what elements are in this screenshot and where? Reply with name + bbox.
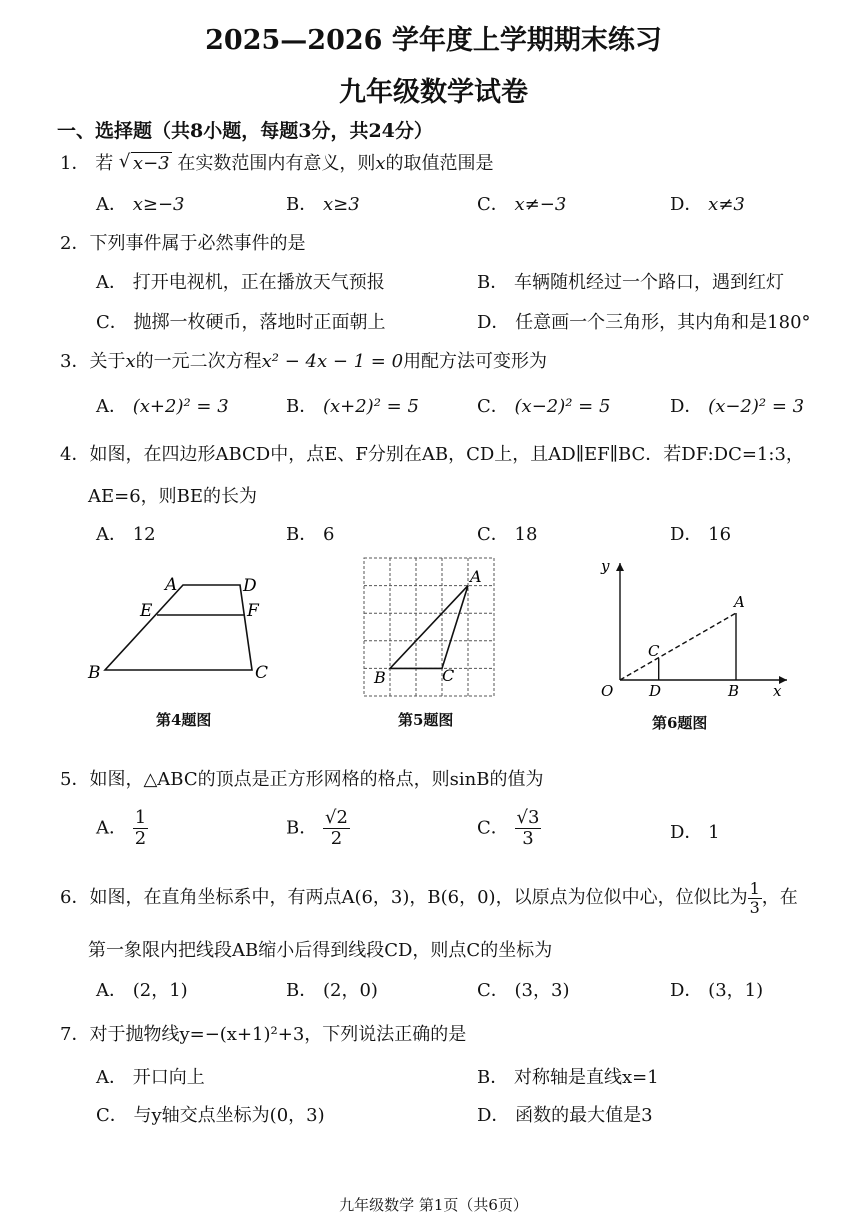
question-4-line2: AE=6，则BE的长为 (88, 486, 258, 507)
option-a: A． (x+2)² = 3 (96, 396, 229, 417)
option-d: D． 任意画一个三角形，其内角和是180° (477, 312, 811, 333)
option-b: B． x≥3 (286, 194, 360, 215)
label-c: C (255, 663, 269, 683)
label-o: O (601, 682, 614, 700)
figure-5-caption: 第5题图 (398, 711, 454, 729)
question-text: 若 (95, 153, 114, 174)
exam-title: 2025—2026 学年度上学期期末练习 (205, 25, 662, 56)
exam-subtitle: 九年级数学试卷 (339, 77, 528, 108)
variable: x (375, 153, 386, 174)
label-c: C (648, 642, 660, 660)
label-d: D (243, 576, 257, 596)
option-c: C． $\frac{√3}{3}$ (477, 807, 540, 849)
question-2 (60, 229, 305, 255)
label-f: F (247, 601, 259, 621)
equation: x² − 4x − 1 = 0 (261, 351, 404, 372)
option-c: C． 18 (477, 524, 538, 545)
question-text: 的取值范围是 (385, 153, 494, 174)
figure-6-coordinate (595, 555, 795, 700)
label-a: A (470, 567, 482, 586)
option-d: D． 函数的最大值是3 (477, 1105, 653, 1126)
figure-5-grid (360, 555, 500, 700)
question-number: 5． (60, 769, 90, 790)
option-c: C． x≠−3 (477, 194, 567, 215)
page-footer: 九年级数学 第1页（共6页） (339, 1196, 528, 1214)
option-c: C． (3，3) (477, 980, 570, 1001)
option-a: A． $\frac{1}{2}$ (96, 807, 147, 849)
figure-4-caption: 第4题图 (156, 711, 212, 729)
question-7: 7．对于抛物线y=−(x+1)²+3，下列说法正确的是 (60, 1024, 467, 1045)
label-a: A (165, 575, 178, 595)
option-d: D． (3，1) (670, 980, 764, 1001)
question-5: 5．如图，△ABC的顶点是正方形网格的格点，则sinB的值为 (60, 769, 544, 790)
figure-6-caption: 第6题图 (652, 714, 708, 732)
option-d: D． (x−2)² = 3 (670, 396, 805, 417)
radicand: x−3 (132, 153, 170, 174)
option-b: B． (x+2)² = 5 (286, 396, 419, 417)
question-3: 3．关于x的一元二次方程x² − 4x − 1 = 0用配方法可变形为 (60, 351, 548, 372)
option-d: D． 16 (670, 524, 732, 545)
question-number: 3． (60, 351, 90, 372)
label-c: C (442, 666, 455, 685)
label-a: A (734, 593, 745, 611)
option-d: D． x≠3 (670, 194, 745, 215)
label-y: y (601, 557, 610, 575)
option-c: C． (x−2)² = 5 (477, 396, 611, 417)
label-b: B (374, 668, 386, 687)
option-a: A． 打开电视机，正在播放天气预报 (96, 272, 385, 293)
option-c: C． 抛掷一枚硬币，落地时正面朝上 (96, 312, 386, 333)
label-e: E (140, 601, 153, 621)
option-d: D． 1 (670, 822, 720, 843)
question-number: 6． (60, 887, 90, 909)
label-d: D (649, 682, 662, 700)
option-c: C． 与y轴交点坐标为(0，3) (96, 1105, 325, 1126)
option-a: A． (2，1) (96, 980, 188, 1001)
option-a: A． 开口向上 (96, 1067, 205, 1088)
question-4: 4．如图，在四边形ABCD中，点E、F分别在AB，CD上，且AD∥EF∥BC．若DF:DC=1:3， (60, 444, 804, 465)
question-number: 1． (60, 153, 90, 174)
question-number: 4． (60, 444, 90, 465)
option-b: B． 对称轴是直线x=1 (477, 1067, 659, 1088)
figure-4-trapezoid (80, 570, 280, 690)
option-b: B． (2，0) (286, 980, 378, 1001)
option-a: A． x≥−3 (96, 194, 185, 215)
label-b: B (728, 682, 740, 700)
question-text: 在实数范围内有意义，则 (177, 153, 376, 174)
option-b: B． 车辆随机经过一个路口，遇到红灯 (477, 272, 784, 293)
option-b: B． 6 (286, 524, 335, 545)
option-b: B． $\frac{√2}{2}$ (286, 807, 348, 849)
label-b: B (88, 663, 101, 683)
question-6-line2: 第一象限内把线段AB缩小后得到线段CD，则点C的坐标为 (88, 940, 553, 961)
question-number: 7． (60, 1024, 90, 1045)
sqrt-expression: √ x−3 (118, 151, 170, 174)
question-1 (60, 149, 494, 175)
question-6: 6．如图，在直角坐标系中，有两点A(6，3)，B(6，0)，以原点为位似中心，位似比为 $\frac{1}{3}$ ，在 (60, 879, 798, 917)
section-heading: 一、选择题（共8小题，每题3分，共24分） (57, 120, 433, 142)
question-number: 2． (60, 233, 90, 254)
option-a: A． 12 (96, 524, 156, 545)
label-x: x (773, 682, 782, 700)
question-text: 下列事件属于必然事件的是 (89, 233, 306, 254)
